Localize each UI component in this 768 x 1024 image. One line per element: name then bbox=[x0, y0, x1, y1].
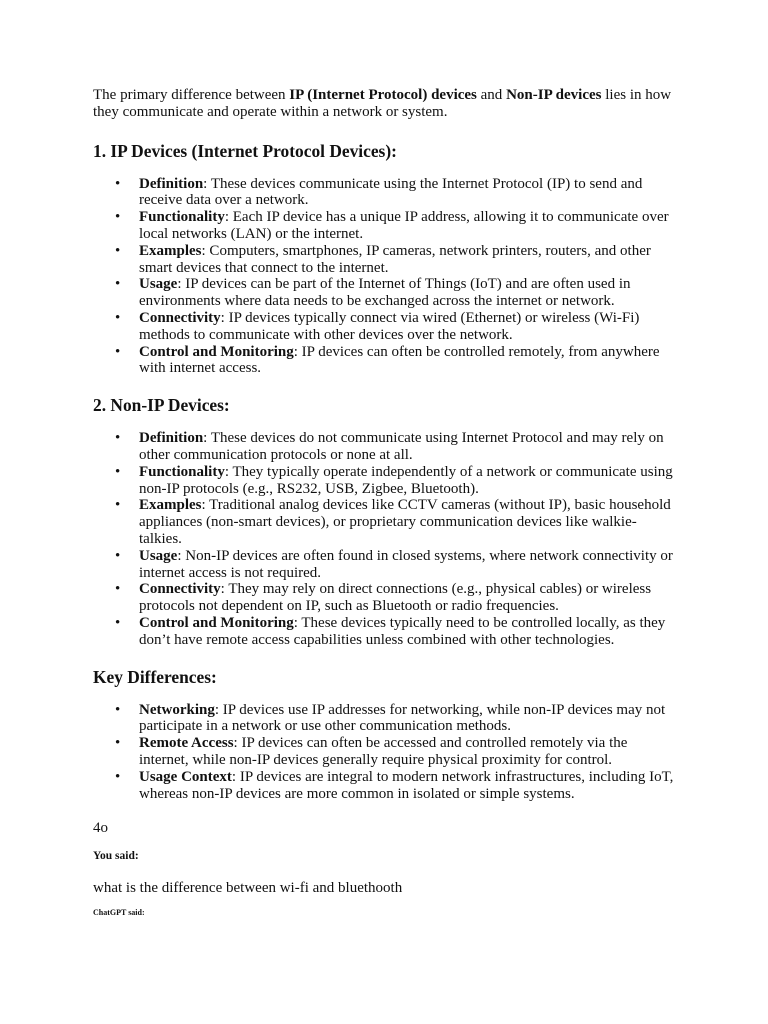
list-item-term: Control and Monitoring bbox=[139, 343, 294, 360]
list-item-term: Definition bbox=[139, 175, 204, 192]
list-item-text: : IP devices can often be controlled remotely, from anywhere with internet access. bbox=[139, 343, 660, 377]
list-item bbox=[93, 769, 678, 803]
list-item-text: : These devices do not communicate using Internet Protocol and may rely on other communication protocols or none at all. bbox=[139, 430, 664, 463]
list-item bbox=[93, 176, 678, 210]
list-item bbox=[93, 344, 678, 378]
list-item bbox=[93, 209, 678, 243]
list-item-text: : Computers, smartphones, IP cameras, network printers, routers, and other smart devices that connect to the internet. bbox=[139, 242, 651, 276]
list-item-text: : These devices typically need to be controlled locally, as they don’t have remote access capabilities unless combined with other technologies. bbox=[139, 614, 666, 648]
list-item-term: Usage bbox=[139, 276, 178, 293]
model-tag: 4o bbox=[93, 820, 108, 837]
you-said-label: You said: bbox=[93, 850, 139, 863]
intro-prefix: The primary difference between bbox=[93, 87, 290, 103]
user-message: what is the difference between wi-fi and bluethooth bbox=[93, 880, 403, 897]
list-item-term: Definition bbox=[139, 430, 204, 447]
intro-mid: and bbox=[476, 87, 507, 103]
list-item-text: : Each IP device has a unique IP address, allowing it to communicate over local networks (LAN) or the internet. bbox=[139, 209, 669, 242]
nonip-devices-list bbox=[93, 430, 678, 648]
intro-paragraph bbox=[93, 87, 678, 121]
list-item-text: : They typically operate independently of a network or communicate using non-IP protocols (e.g., RS232, USB, Zigbee, Bluetooth). bbox=[139, 463, 673, 497]
chatgpt-said-label: ChatGPT said: bbox=[93, 908, 145, 918]
list-item-term: Examples bbox=[139, 497, 202, 514]
list-item bbox=[93, 497, 678, 547]
list-item-term: Remote Access bbox=[139, 735, 234, 752]
list-item-term: Connectivity bbox=[139, 581, 221, 598]
list-item-text: : They may rely on direct connections (e.g., physical cables) or wireless protocols not dependent on IP, such as Bluetooth or radio frequencies. bbox=[139, 581, 652, 615]
list-item bbox=[93, 735, 678, 769]
list-item-term: Functionality bbox=[139, 463, 225, 480]
list-item bbox=[93, 430, 678, 464]
list-item bbox=[93, 464, 678, 498]
list-item-text: : These devices communicate using the Internet Protocol (IP) to send and receive data over a network. bbox=[139, 175, 643, 209]
list-item-term: Usage bbox=[139, 547, 178, 564]
list-item-text: : IP devices typically connect via wired (Ethernet) or wireless (Wi-Fi) methods to communicate with other devices over the network. bbox=[139, 309, 640, 343]
list-item bbox=[93, 276, 678, 310]
list-item bbox=[93, 615, 678, 649]
list-item bbox=[93, 310, 678, 344]
list-item-text: : IP devices use IP addresses for networking, while non-IP devices may not participate in a network or use other communication methods. bbox=[139, 701, 666, 735]
intro-bold-nonip: Non-IP devices bbox=[506, 87, 602, 103]
ip-devices-list bbox=[93, 176, 678, 378]
key-differences-list bbox=[93, 702, 678, 803]
intro-suffix: lies in how they communicate and operate within a network or system. bbox=[93, 87, 672, 120]
list-item-text: : IP devices can often be accessed and controlled remotely via the internet, while non-IP devices generally require physical proximity for control. bbox=[139, 735, 628, 768]
list-item-term: Control and Monitoring bbox=[139, 614, 294, 631]
list-item-text: : IP devices can be part of the Internet of Things (IoT) and are often used in environments where data needs to be exchanged across the internet or network. bbox=[139, 276, 631, 310]
list-item bbox=[93, 243, 678, 277]
ip-devices-heading: 1. IP Devices (Internet Protocol Devices): bbox=[93, 140, 397, 161]
list-item-term: Networking bbox=[139, 701, 215, 718]
list-item-text: : Non-IP devices are often found in closed systems, where network connectivity or internet access is not required. bbox=[139, 547, 673, 581]
intro-bold-ip: IP (Internet Protocol) devices bbox=[289, 87, 477, 103]
list-item-term: Connectivity bbox=[139, 309, 221, 326]
list-item-term: Usage Context bbox=[139, 768, 232, 785]
list-item-term: Functionality bbox=[139, 209, 225, 226]
list-item bbox=[93, 548, 678, 582]
list-item bbox=[93, 702, 678, 736]
key-differences-heading: Key Differences: bbox=[93, 666, 217, 687]
list-item-text: : IP devices are integral to modern network infrastructures, including IoT, whereas non-IP devices are more common in isolated or simple systems. bbox=[139, 768, 674, 802]
list-item-text: : Traditional analog devices like CCTV cameras (without IP), basic household appliances (non-smart devices), or proprietary communication devices like walkie-talkies. bbox=[139, 497, 671, 547]
list-item-term: Examples bbox=[139, 242, 202, 259]
document-page bbox=[93, 87, 678, 918]
list-item bbox=[93, 581, 678, 615]
nonip-devices-heading: 2. Non-IP Devices: bbox=[93, 395, 230, 416]
